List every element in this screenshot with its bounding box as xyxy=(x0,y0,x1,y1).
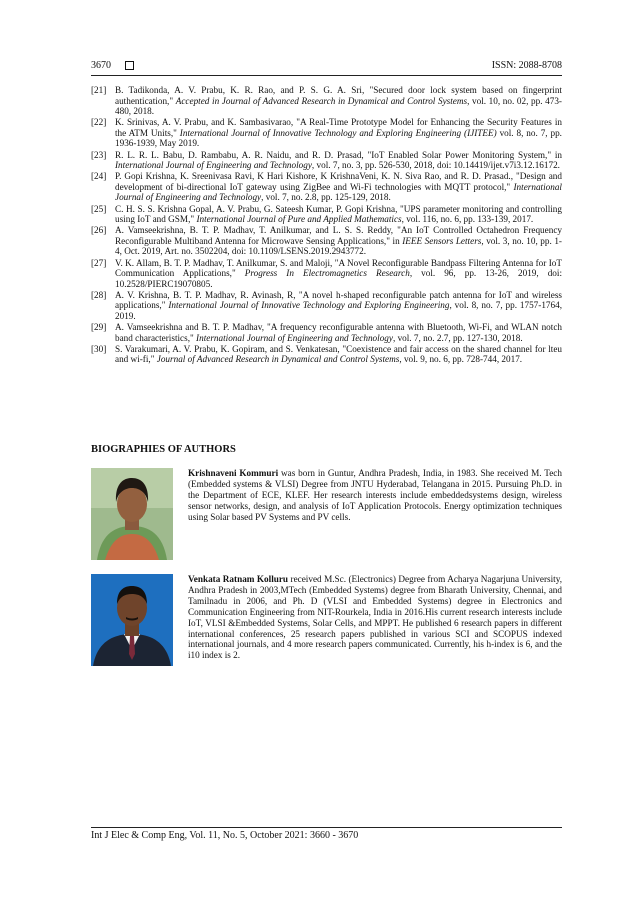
author-bio-text xyxy=(188,574,562,661)
reference-item xyxy=(91,171,562,203)
reference-details: , vol. 116, no. 6, pp. 133-139, 2017. xyxy=(401,214,534,225)
reference-item xyxy=(91,85,562,117)
author-photo xyxy=(91,468,173,560)
header-rule xyxy=(91,75,562,76)
reference-details: vol. 8, no. 7, pp. 1936-1939, May 2019. xyxy=(115,127,562,149)
reference-details: , vol. 7, no. 2.7, pp. 127-130, 2018. xyxy=(392,332,523,343)
reference-number: [25] xyxy=(91,203,107,214)
author-name: Venkata Ratnam Kolluru xyxy=(188,574,289,584)
reference-number: [30] xyxy=(91,343,107,354)
reference-item xyxy=(91,258,562,290)
author-photo xyxy=(91,574,173,666)
reference-item xyxy=(91,290,562,322)
author-bio-body: was born in Guntur, Andhra Pradesh, India, in 1983. She received M. Tech (Embedded systems & VLSI) Degree from JNTU Hyderabad, Telangana in 2015. Pursuing Ph.D. in the Department of ECE, KLEF. Her research interests include embeddedsystems design, wireless sensor networks, design, and analysis of IoT Application Protocols. Energy optimization techniques using Solar based PV Systems and PV cells. xyxy=(188,468,562,522)
footer-rule xyxy=(91,827,562,828)
reference-item xyxy=(91,225,562,257)
reference-number: [21] xyxy=(91,85,107,95)
reference-text: S. Varakumari, A. V. Prabu, K. Gopiram, and S. Venkatesan, "Coexistence and fair access on the shared channel for lteu and wi-fi," xyxy=(115,343,562,365)
reference-venue: International Journal of Engineering and Technology xyxy=(115,181,562,203)
reference-item xyxy=(91,204,562,225)
reference-item xyxy=(91,117,562,149)
issn: ISSN: 2088-8708 xyxy=(491,60,562,71)
reference-number: [26] xyxy=(91,225,107,236)
reference-details: , vol. 96, pp. 13-26, 2019, doi: 10.2528/PIERC19070805. xyxy=(115,268,562,289)
reference-text: V. K. Allam, B. T. P. Madhav, T. Anilkumar, S. and Maloji, "A Novel Reconfigurable Bandpass Filtering Antenna for IoT Communication Applications," xyxy=(115,257,562,279)
biographies-heading: BIOGRAPHIES OF AUTHORS xyxy=(91,444,236,455)
square-bullet-icon xyxy=(125,61,134,70)
reference-text: A. Vamseekrishna, B. T. P. Madhav, T. Anilkumar, and L. S. S. Reddy, "An IoT Controlled Octahedron Frequency Reconfigurable Multiband Antenna for Microwave Sensing Applications," in xyxy=(115,225,562,246)
reference-venue: International Journal of Engineering and Technology xyxy=(115,160,312,171)
reference-number: [28] xyxy=(91,289,107,300)
reference-number: [23] xyxy=(91,149,107,160)
reference-venue: Progress In Electromagnetics Research xyxy=(244,268,410,279)
reference-venue: International Journal of Innovative Technology and Exploring Engineering (IJITEE) xyxy=(179,127,497,138)
footer-citation: Int J Elec & Comp Eng, Vol. 11, No. 5, October 2021: 3660 - 3670 xyxy=(91,830,359,841)
reference-details: , vol. 7, no. 2.8, pp. 125-129, 2018. xyxy=(261,192,391,203)
reference-venue: IEEE Sensors Letters xyxy=(402,235,482,246)
reference-item xyxy=(91,150,562,171)
reference-text: K. Srinivas, A. V. Prabu, and K. Sambasivarao, "A Real-Time Prototype Model for Enhancing the Security Features in the ATM Units," xyxy=(115,117,562,138)
reference-venue: International Journal of Engineering and Technology xyxy=(196,332,393,343)
reference-text: B. Tadikonda, A. V. Prabu, K. R. Rao, and P. S. G. A. Sri, "Secured door lock system based on fingerprint authentication," xyxy=(115,85,562,106)
reference-venue: International Journal of Pure and Applied Mathematics xyxy=(196,214,402,225)
reference-text: R. L. R. L. Babu, D. Rambabu, A. R. Naidu, and R. D. Prasad, "IoT Enabled Solar Power Monitoring System," in xyxy=(115,149,562,160)
author-bio-body: received M.Sc. (Electronics) Degree from Acharya Nagarjuna University, Andhra Pradesh in 2003,MTech (Embedded Systems) degree from Bharath University, Chennai, and Tamilnadu in 2006, and Ph. D (VLSI and Embedded Systems) degree in Electronics and Communication Engineering from NIT-Rourkela, India in 2016.His current research interests include IoT, VLSI &Embedded Systems, Solar Cells, and MPPT. He published 6 research papers in different international conferences, 25 research papers published in various SCI and SCOPUS indexed international journals, and 4 more research papers communicated. Currently, his h-index is 6, and the i10 index is 2. xyxy=(188,574,562,661)
reference-number: [24] xyxy=(91,171,107,182)
reference-text: P. Gopi Krishna, K. Sreenivasa Ravi, K Hari Kishore, K KrishnaVeni, K. N. Siva Rao, and R. D. Prasad., "Design and development of bi-directional IoT gateway using ZigBee and Wi-Fi technologies with MQTT protocol," xyxy=(115,171,562,192)
reference-venue: International Journal of Innovative Technology and Exploring Engineering xyxy=(168,300,450,311)
reference-text: C. H. S. S. Krishna Gopal, A. V. Prabu, G. Sateesh Kumar, P. Gopi Krishna, "UPS parameter monitoring and controlling using IoT and GSM," xyxy=(115,203,562,225)
reference-item xyxy=(91,344,562,365)
author-bio-text xyxy=(188,468,562,523)
reference-text: A. V. Krishna, B. T. P. Madhav, R. Avinash, R, "A novel h-shaped reconfigurable patch antenna for IoT and wireless applications," xyxy=(115,289,562,311)
reference-details: , vol. 8, no. 7, pp. 1757-1764, 2019. xyxy=(115,300,562,321)
page-number: 3670 xyxy=(91,60,111,71)
author-name: Krishnaveni Kommuri xyxy=(188,468,279,478)
reference-details: , vol. 9, no. 6, pp. 728-744, 2017. xyxy=(399,354,523,365)
reference-details: , vol. 3, no. 10, pp. 1-4, Oct. 2019, Art. no. 3502204, doi: 10.1109/LSENS.2019.2943772. xyxy=(115,235,562,257)
reference-item xyxy=(91,322,562,343)
reference-venue: Journal of Advanced Research in Dynamical and Control Systems xyxy=(156,354,400,365)
reference-details: , vol. 7, no. 3, pp. 526-530, 2018, doi: 10.14419/ijet.v7i3.12.16172. xyxy=(311,160,560,171)
reference-number: [22] xyxy=(91,117,107,128)
reference-number: [27] xyxy=(91,257,107,268)
page-header xyxy=(91,60,562,76)
reference-list xyxy=(91,85,562,365)
reference-number: [29] xyxy=(91,322,107,333)
reference-details: , vol. 10, no. 02, pp. 473-480, 2018. xyxy=(115,95,562,117)
reference-text: A. Vamseekrishna and B. T. P. Madhav, "A frequency reconfigurable antenna with Bluetooth, Wi-Fi, and WLAN notch band characteristics," xyxy=(115,322,562,343)
reference-venue: Accepted in Journal of Advanced Research in Dynamical and Control Systems xyxy=(175,95,468,106)
